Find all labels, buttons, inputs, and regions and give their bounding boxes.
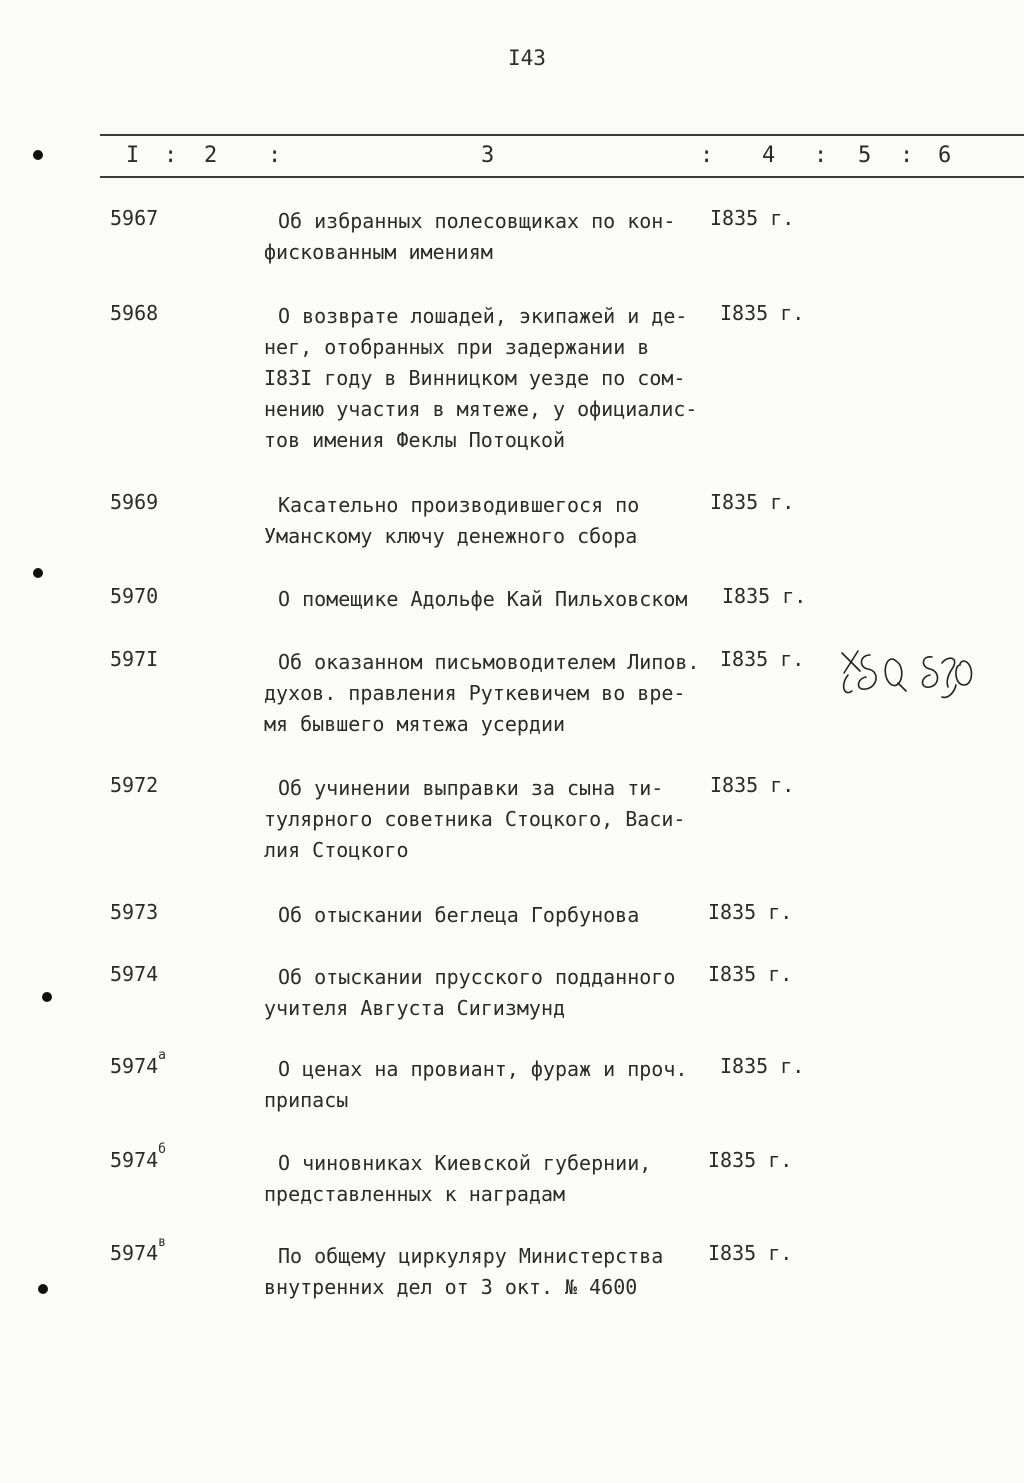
header-col-1: I	[126, 143, 140, 168]
header-top-rule	[100, 134, 1024, 136]
punch-hole	[33, 568, 43, 578]
entry-number: 5973	[110, 900, 159, 924]
entry-title: О чиновниках Киевской губернии, представленных к наградам	[264, 1151, 652, 1206]
header-sep-5: :	[900, 143, 914, 168]
page-number: I43	[508, 46, 546, 70]
punch-hole	[42, 992, 52, 1002]
entry-number: 5967	[110, 206, 159, 230]
entry-number: 5970	[110, 584, 159, 608]
entry-title: О ценах на провиант, фураж и проч. припасы	[264, 1057, 688, 1112]
entry-date: I835 г.	[710, 206, 795, 230]
entry-title: По общему циркуляру Министерства внутренних дел от 3 окт. № 4600	[264, 1244, 664, 1299]
entry-date: I835 г.	[710, 773, 795, 797]
header-col-6: 6	[938, 143, 952, 168]
entry-title: Об избранных полесовщиках по кон- фискованным имениям	[264, 209, 676, 264]
header-sep-2: :	[268, 143, 282, 168]
entry-title: Об отыскании беглеца Горбунова	[278, 903, 640, 927]
entry-number: 5974	[110, 962, 159, 986]
header-sep-4: :	[814, 143, 828, 168]
entry-date: I835 г.	[708, 1241, 793, 1265]
header-sep-1: :	[164, 143, 178, 168]
entry-date: I835 г.	[708, 900, 793, 924]
entry-number: $5974^в$	[110, 1235, 166, 1265]
header-col-5: 5	[858, 143, 872, 168]
header-col-3: 3	[481, 143, 495, 168]
header-bottom-rule	[100, 176, 1024, 178]
entry-number: 597I	[110, 647, 159, 671]
entry-date: I835 г.	[720, 647, 805, 671]
entry-date: I835 г.	[720, 301, 805, 325]
entry-number: 5968	[110, 301, 159, 325]
entry-title: Об отыскании прусского подданного учителя Августа Сигизмунд	[264, 965, 676, 1020]
header-col-2: 2	[204, 143, 218, 168]
punch-hole	[38, 1284, 48, 1294]
entry-date: I835 г.	[720, 1054, 805, 1078]
entry-title: Об учинении выправки за сына ти- тулярного советника Стоцкого, Васи- лия Стоцкого	[264, 776, 686, 862]
entry-date: I835 г.	[710, 490, 795, 514]
entry-date: I835 г.	[708, 1148, 793, 1172]
entry-title: Об оказанном письмоводителем Липов. духов. правления Руткевичем во вре- мя бывшего мятежа усердии	[264, 650, 700, 736]
entry-date: I835 г.	[708, 962, 793, 986]
header-sep-3: :	[700, 143, 714, 168]
header-col-4: 4	[762, 143, 776, 168]
entry-title: О возврате лошадей, экипажей и де- нег, отобранных при задержании в I83I году в Винницком уезде по сом- нению участия в мятеже, у официалис- тов имения Феклы Потоцкой	[264, 304, 698, 452]
entry-number: 5972	[110, 773, 159, 797]
entry-title: О помещике Адольфе Кай Пильховском	[278, 587, 688, 611]
entry-date: I835 г.	[722, 584, 807, 608]
punch-hole	[33, 150, 43, 160]
entry-number: 5969	[110, 490, 159, 514]
handwritten-annotation	[836, 645, 986, 705]
entry-title: Касательно производившегося по Уманскому ключу денежного сбора	[264, 493, 640, 548]
entry-number: $5974^б$	[110, 1142, 166, 1172]
entry-number: $5974^а$	[110, 1048, 166, 1078]
